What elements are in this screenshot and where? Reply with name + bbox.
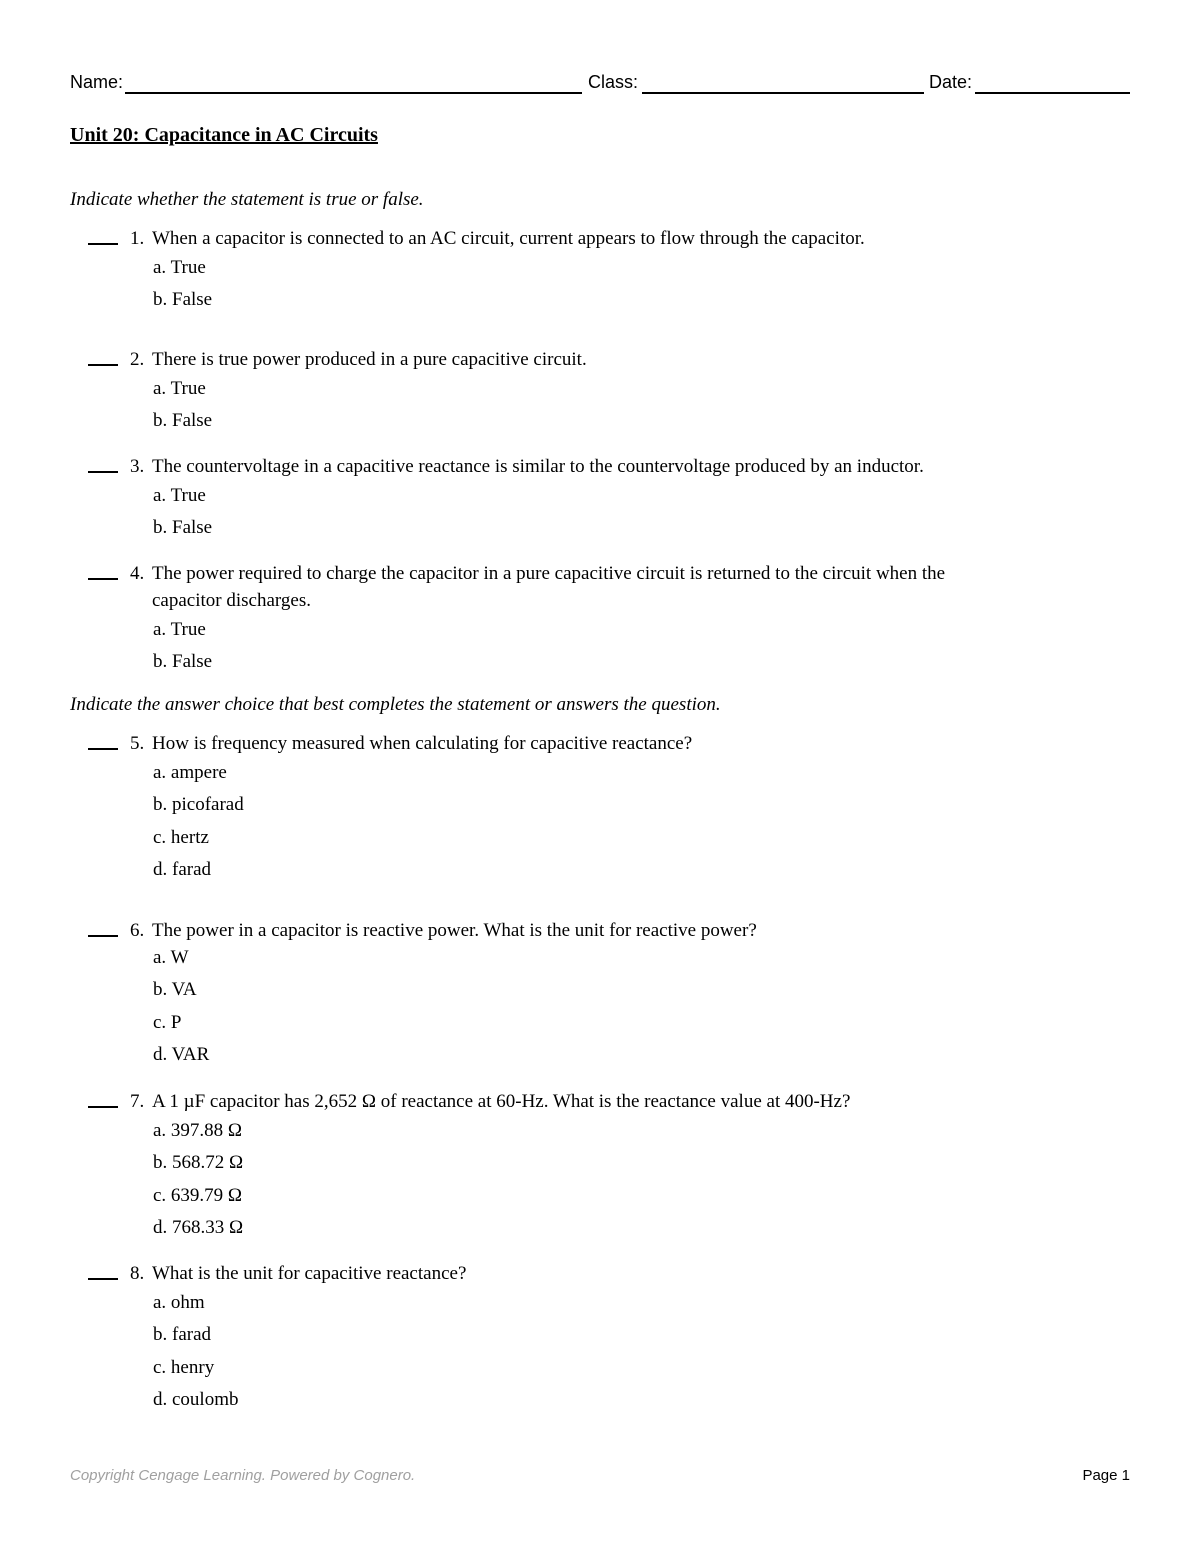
question-number: 2. bbox=[130, 349, 145, 370]
option-d[interactable]: d. coulomb bbox=[153, 1388, 239, 1410]
multiple-choice-instruction: Indicate the answer choice that best completes the statement or answers the question. bbox=[70, 694, 721, 715]
answer-blank[interactable] bbox=[88, 748, 118, 750]
option-b[interactable]: b. VA bbox=[153, 979, 197, 1001]
question-text bbox=[130, 1088, 1060, 1115]
question-text bbox=[130, 225, 1060, 252]
answer-blank[interactable] bbox=[88, 935, 118, 937]
answer-options bbox=[153, 944, 209, 1073]
option-a[interactable]: a. 397.88 Ω bbox=[153, 1120, 243, 1141]
answer-blank[interactable] bbox=[88, 364, 118, 366]
option-c[interactable]: c. P bbox=[153, 1011, 182, 1033]
question-number: 8. bbox=[130, 1263, 145, 1284]
question-text bbox=[130, 730, 1060, 757]
option-b[interactable]: b. False bbox=[153, 651, 213, 673]
copyright-notice: Copyright Cengage Learning. Powered by Cognero. bbox=[70, 1467, 416, 1484]
option-b[interactable]: b. picofarad bbox=[153, 794, 244, 816]
option-c[interactable]: c. hertz bbox=[153, 826, 209, 848]
question-stem: The power in a capacitor is reactive power. What is the unit for reactive power? bbox=[152, 920, 757, 941]
answer-blank[interactable] bbox=[88, 471, 118, 473]
answer-options bbox=[153, 1289, 239, 1418]
option-b[interactable]: b. False bbox=[153, 517, 213, 539]
option-a[interactable]: a. W bbox=[153, 947, 189, 968]
question-stem-continued: capacitor discharges. bbox=[152, 590, 311, 611]
question-number: 6. bbox=[130, 920, 145, 941]
answer-options bbox=[153, 1117, 243, 1246]
answer-blank[interactable] bbox=[88, 578, 118, 580]
option-a[interactable]: a. True bbox=[153, 485, 206, 506]
option-d[interactable]: d. VAR bbox=[153, 1043, 210, 1065]
question-text bbox=[130, 917, 1060, 944]
question-stem: What is the unit for capacitive reactance? bbox=[152, 1263, 467, 1284]
answer-options bbox=[153, 759, 244, 888]
option-a[interactable]: a. True bbox=[153, 619, 206, 640]
question-number: 4. bbox=[130, 563, 145, 584]
option-b[interactable]: b. False bbox=[153, 289, 213, 311]
option-a[interactable]: a. ohm bbox=[153, 1292, 205, 1313]
question-number: 7. bbox=[130, 1091, 145, 1112]
question-text bbox=[130, 560, 1060, 614]
option-b[interactable]: b. False bbox=[153, 410, 213, 432]
page-number: Page 1 bbox=[1082, 1467, 1130, 1484]
answer-blank[interactable] bbox=[88, 243, 118, 245]
option-b[interactable]: b. farad bbox=[153, 1324, 212, 1346]
option-b[interactable]: b. 568.72 Ω bbox=[153, 1152, 244, 1174]
question-number: 5. bbox=[130, 733, 145, 754]
answer-options bbox=[153, 254, 212, 319]
answer-blank[interactable] bbox=[88, 1278, 118, 1280]
question-stem: There is true power produced in a pure capacitive circuit. bbox=[152, 349, 587, 370]
question-text bbox=[130, 1260, 1060, 1287]
class-label: Class: bbox=[588, 72, 639, 92]
question-stem: The power required to charge the capacitor in a pure capacitive circuit is returned to the circuit when the bbox=[152, 563, 946, 584]
question-stem: How is frequency measured when calculating for capacitive reactance? bbox=[152, 733, 693, 754]
name-label: Name: bbox=[70, 72, 124, 92]
student-info-header bbox=[70, 72, 1130, 98]
option-c[interactable]: c. 639.79 Ω bbox=[153, 1184, 243, 1206]
date-label: Date: bbox=[929, 72, 973, 92]
question-text bbox=[130, 346, 1060, 373]
option-d[interactable]: d. farad bbox=[153, 858, 212, 880]
date-field[interactable] bbox=[975, 92, 1130, 94]
option-a[interactable]: a. True bbox=[153, 257, 206, 278]
answer-options bbox=[153, 375, 212, 440]
question-number: 3. bbox=[130, 456, 145, 477]
answer-options bbox=[153, 482, 212, 547]
question-text bbox=[130, 453, 1060, 480]
page-title: Unit 20: Capacitance in AC Circuits bbox=[70, 124, 378, 146]
answer-blank[interactable] bbox=[88, 1106, 118, 1108]
question-stem: A 1 µF capacitor has 2,652 Ω of reactance at 60-Hz. What is the reactance value at 400-Hz? bbox=[152, 1091, 851, 1112]
question-stem: When a capacitor is connected to an AC circuit, current appears to flow through the capacitor. bbox=[152, 228, 865, 249]
true-false-instruction: Indicate whether the statement is true or false. bbox=[70, 189, 424, 210]
question-number: 1. bbox=[130, 228, 145, 249]
option-d[interactable]: d. 768.33 Ω bbox=[153, 1216, 244, 1238]
answer-options bbox=[153, 616, 212, 681]
question-stem: The countervoltage in a capacitive reactance is similar to the countervoltage produced by an inductor. bbox=[152, 456, 924, 477]
option-c[interactable]: c. henry bbox=[153, 1356, 215, 1378]
class-field[interactable] bbox=[642, 92, 924, 94]
option-a[interactable]: a. ampere bbox=[153, 762, 227, 783]
name-field[interactable] bbox=[125, 92, 582, 94]
option-a[interactable]: a. True bbox=[153, 378, 206, 399]
